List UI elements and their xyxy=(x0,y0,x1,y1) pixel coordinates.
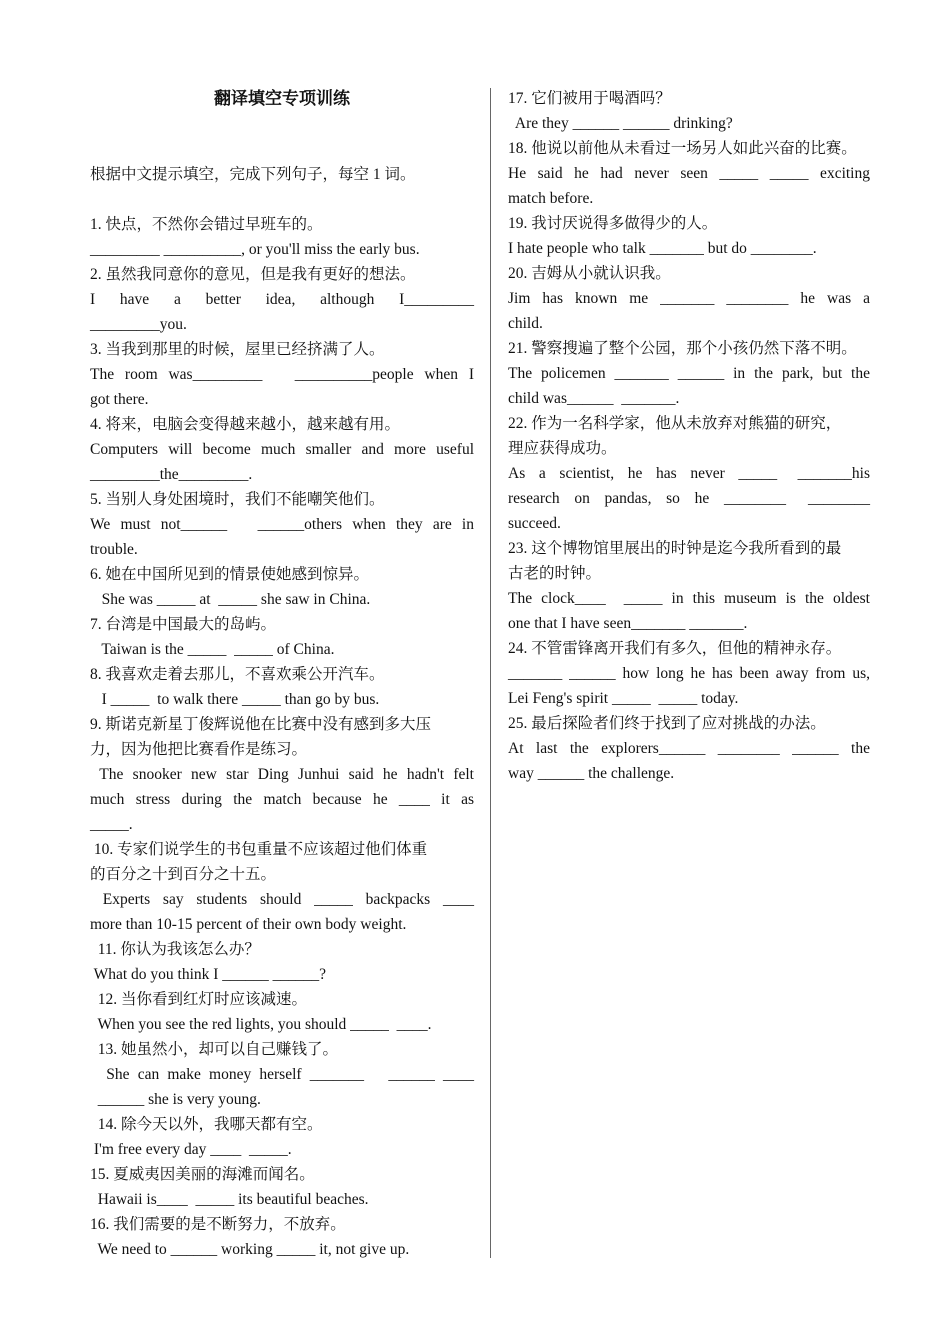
question-chinese: 4. 将来，电脑会变得越来越小，越来越有用。 xyxy=(90,416,401,433)
question-chinese: 古老的时钟。 xyxy=(508,565,602,582)
question-english: Hawaii is____ _____ its beautiful beaches. xyxy=(90,1191,369,1208)
question-chinese: 的百分之十到百分之十五。 xyxy=(90,866,277,883)
question-english: _________ __________, or you'll miss the early bus. xyxy=(90,241,420,258)
question-chinese: 15. 夏威夷因美丽的海滩而闻名。 xyxy=(90,1166,315,1183)
left-column xyxy=(90,86,474,1262)
question-16 xyxy=(90,1212,474,1262)
question-english: I hate people who talk _______ but do ________. xyxy=(508,240,817,257)
question-25 xyxy=(508,711,870,786)
question-chinese: 7. 台湾是中国最大的岛屿。 xyxy=(90,616,277,633)
question-chinese: 17. 它们被用于喝酒吗？ xyxy=(508,90,671,107)
question-english: child was______ _______. xyxy=(508,390,680,407)
question-english: The clock____ _____ in this museum is the oldest xyxy=(508,590,870,607)
question-chinese: 10. 专家们说学生的书包重量不应该超过他们体重 xyxy=(90,841,428,858)
question-chinese: 理应获得成功。 xyxy=(508,440,617,457)
question-english: got there. xyxy=(90,391,149,408)
question-20 xyxy=(508,261,870,336)
question-english: We need to ______ working _____ it, not give up. xyxy=(90,1241,410,1258)
question-14 xyxy=(90,1112,474,1162)
question-13 xyxy=(90,1037,474,1112)
question-9 xyxy=(90,712,474,837)
question-chinese: 9. 斯诺克新星丁俊辉说他在比赛中没有感到多大压 xyxy=(90,716,432,733)
question-4 xyxy=(90,412,474,487)
question-1 xyxy=(90,212,474,262)
question-english: What do you think I ______ ______? xyxy=(90,966,327,983)
question-chinese: 16. 我们需要的是不断努力，不放弃。 xyxy=(90,1216,346,1233)
question-chinese: 12. 当你看到红灯时应该减速。 xyxy=(90,991,308,1008)
question-8 xyxy=(90,662,474,712)
question-10 xyxy=(90,837,474,937)
question-english: _____. xyxy=(90,816,133,833)
question-17 xyxy=(508,86,870,136)
question-english: She can make money herself _______ ______ ____ xyxy=(90,1066,475,1083)
question-english: Are they ______ ______ drinking? xyxy=(508,115,733,132)
question-english: more than 10-15 percent of their own body weight. xyxy=(90,916,407,933)
question-english: I _____ to walk there _____ than go by bus. xyxy=(90,691,380,708)
question-english: Jim has known me _______ ________ he was a xyxy=(508,290,870,307)
question-chinese: 25. 最后探险者们终于找到了应对挑战的办法。 xyxy=(508,715,826,732)
question-21 xyxy=(508,336,870,411)
question-chinese: 3. 当我到那里的时候，屋里已经挤满了人。 xyxy=(90,341,385,358)
question-english: succeed. xyxy=(508,515,561,532)
question-english: _________you. xyxy=(90,316,187,333)
question-english: She was _____ at _____ she saw in China. xyxy=(90,591,371,608)
question-chinese: 5. 当别人身处困境时，我们不能嘲笑他们。 xyxy=(90,491,385,508)
question-english: _______ ______ how long he has been away from us, xyxy=(508,665,870,682)
question-11 xyxy=(90,937,474,987)
question-english: We must not______ ______others when they are in xyxy=(90,516,474,533)
question-7 xyxy=(90,612,474,662)
question-english: research on pandas, so he ________ ________ xyxy=(508,490,870,507)
question-english: much stress during the match because he ____ it as xyxy=(90,791,474,808)
question-chinese: 18. 他说以前他从未看过一场另人如此兴奋的比赛。 xyxy=(508,140,857,157)
question-english: child. xyxy=(508,315,543,332)
question-23 xyxy=(508,536,870,636)
question-english: As a scientist, he has never _____ _______his xyxy=(508,465,870,482)
question-15 xyxy=(90,1162,474,1212)
question-chinese: 20. 吉姆从小就认识我。 xyxy=(508,265,671,282)
question-english: Computers will become much smaller and more useful xyxy=(90,441,474,458)
question-chinese: 2. 虽然我同意你的意见，但是我有更好的想法。 xyxy=(90,266,416,283)
question-chinese: 11. 你认为我该怎么办？ xyxy=(90,941,260,958)
question-3 xyxy=(90,337,474,412)
column-divider xyxy=(490,88,491,1258)
question-chinese: 13. 她虽然小，却可以自己赚钱了。 xyxy=(90,1041,339,1058)
instruction-text: 根据中文提示填空，完成下列句子，每空 1 词。 xyxy=(90,166,416,183)
question-english: one that I have seen_______ _______. xyxy=(508,615,748,632)
question-chinese: 24. 不管雷锋离开我们有多久，但他的精神永存。 xyxy=(508,640,842,657)
question-english: _________the_________. xyxy=(90,466,253,483)
question-english: Lei Feng's spirit _____ _____ today. xyxy=(508,690,739,707)
question-english: trouble. xyxy=(90,541,138,558)
question-22 xyxy=(508,411,870,536)
question-19 xyxy=(508,211,870,261)
question-english: The snooker new star Ding Junhui said he hadn't felt xyxy=(90,766,474,783)
question-chinese: 8. 我喜欢走着去那儿，不喜欢乘公开汽车。 xyxy=(90,666,385,683)
question-english: I'm free every day ____ _____. xyxy=(90,1141,292,1158)
question-english: At last the explorers______ ________ ______ the xyxy=(508,740,870,757)
question-12 xyxy=(90,987,474,1037)
question-chinese: 14. 除今天以外，我哪天都有空。 xyxy=(90,1116,323,1133)
right-column xyxy=(508,86,870,786)
question-chinese: 6. 她在中国所见到的情景使她感到惊异。 xyxy=(90,566,370,583)
question-2 xyxy=(90,262,474,337)
page-title: 翻译填空专项训练 xyxy=(214,89,350,108)
question-6 xyxy=(90,562,474,612)
question-english: The policemen _______ ______ in the park, but the xyxy=(508,365,870,382)
question-chinese: 23. 这个博物馆里展出的时钟是迄今我所看到的最 xyxy=(508,540,842,557)
question-24 xyxy=(508,636,870,711)
question-english: match before. xyxy=(508,190,594,207)
question-english: Taiwan is the _____ _____ of China. xyxy=(90,641,335,658)
question-chinese: 力，因为他把比赛看作是练习。 xyxy=(90,741,308,758)
question-english: I have a better idea, although I_________ xyxy=(90,291,474,308)
question-chinese: 1. 快点，不然你会错过早班车的。 xyxy=(90,216,323,233)
question-18 xyxy=(508,136,870,211)
question-english: Experts say students should _____ backpacks ____ xyxy=(90,891,474,908)
question-chinese: 19. 我讨厌说得多做得少的人。 xyxy=(508,215,718,232)
question-english: He said he had never seen _____ _____ exciting xyxy=(508,165,870,182)
question-english: way ______ the challenge. xyxy=(508,765,675,782)
question-chinese: 21. 警察搜遍了整个公园，那个小孩仍然下落不明。 xyxy=(508,340,857,357)
question-english: When you see the red lights, you should _____ ____. xyxy=(90,1016,432,1033)
question-chinese: 22. 作为一名科学家，他从未放弃对熊猫的研究， xyxy=(508,415,842,432)
question-english: ______ she is very young. xyxy=(90,1091,261,1108)
question-5 xyxy=(90,487,474,562)
question-english: The room was_________ __________people when I xyxy=(90,366,474,383)
